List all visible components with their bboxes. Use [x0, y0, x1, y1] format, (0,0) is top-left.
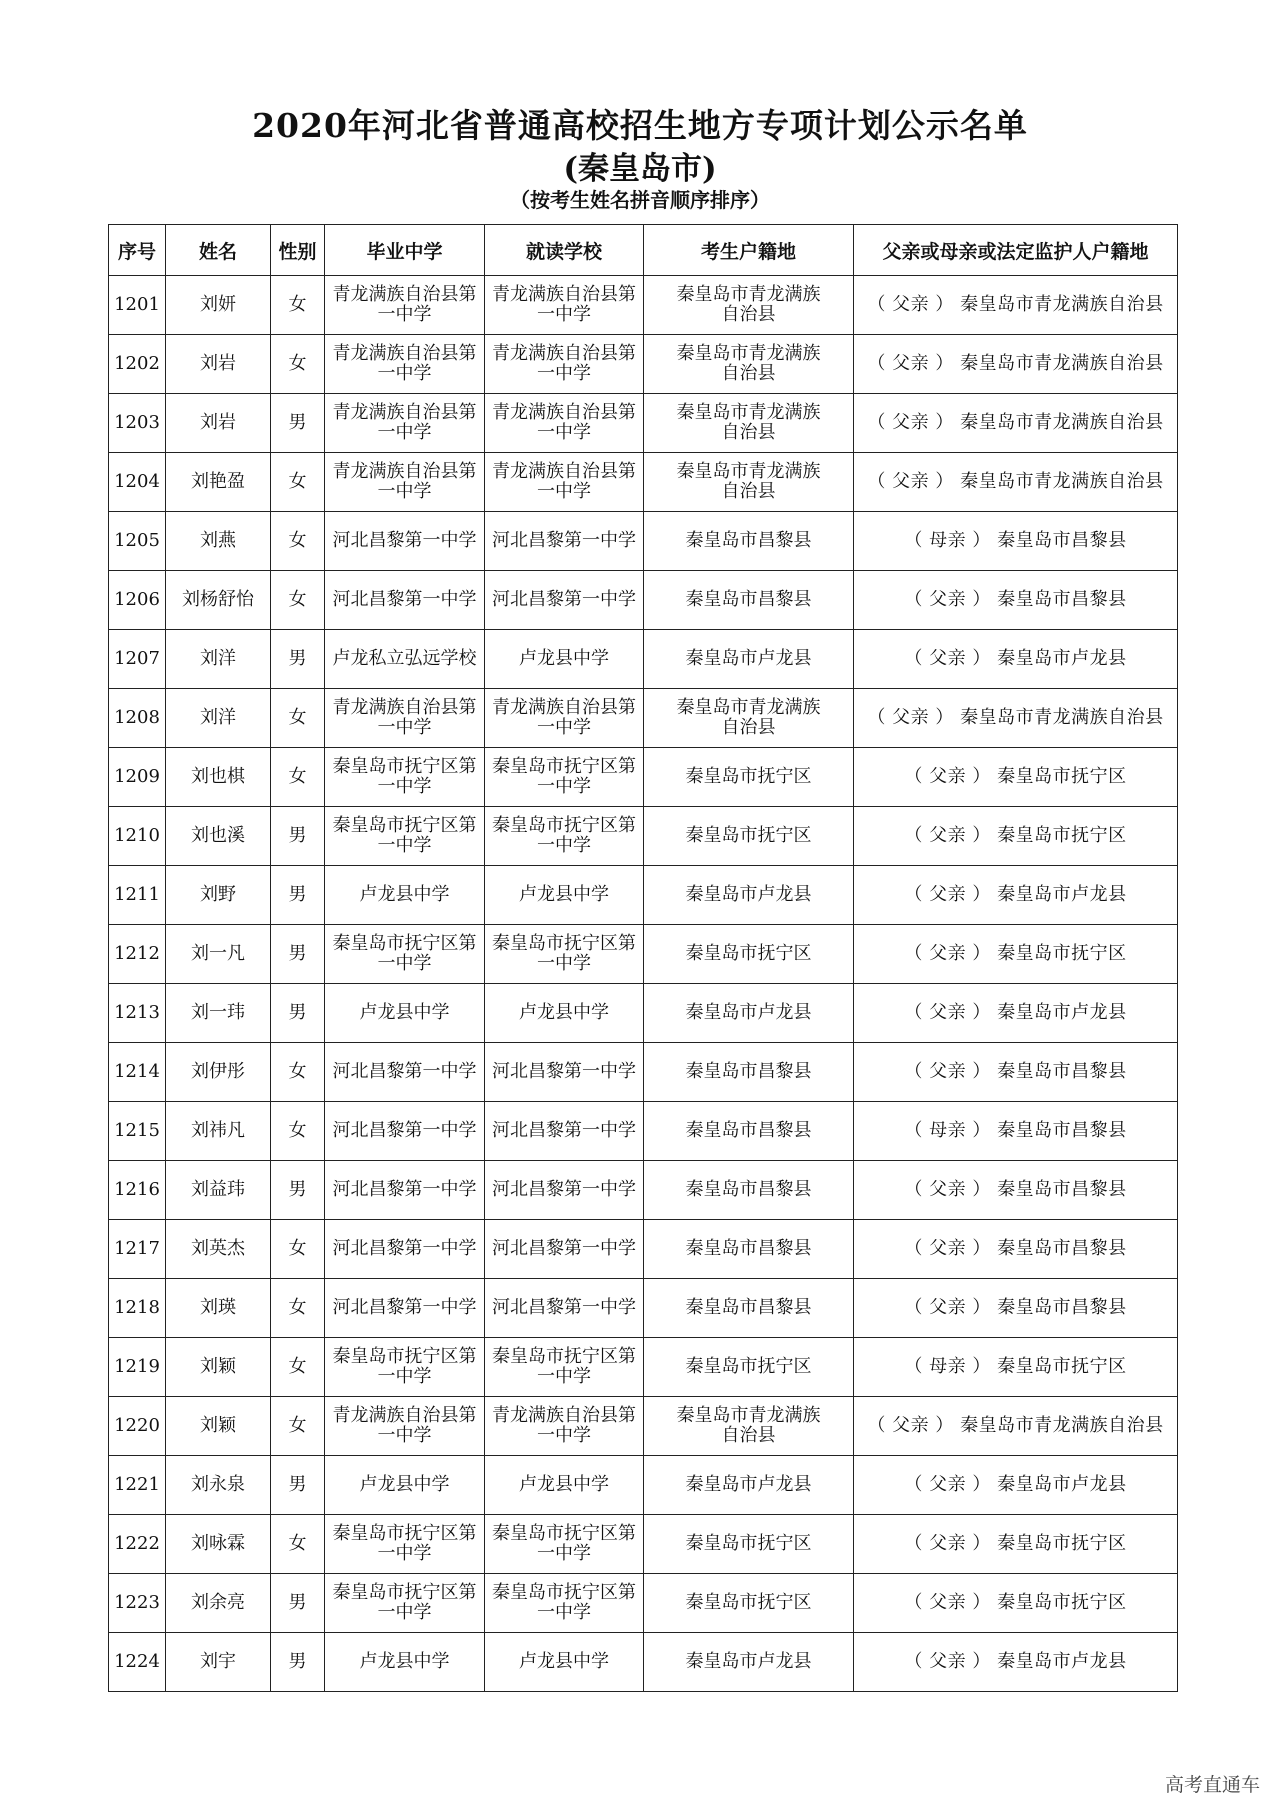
- table-row: [109, 1574, 1178, 1633]
- cell-gender: 女: [271, 1220, 325, 1279]
- cell-gender: 男: [271, 984, 325, 1043]
- cell-residence-text: 秦皇岛市卢龙县: [685, 884, 812, 905]
- cell-grad-school: [325, 335, 485, 394]
- cell-current-school: [485, 1633, 644, 1692]
- cell-grad-school-text: 青龙满族自治县第一中学: [332, 461, 477, 502]
- cell-residence-text: 秦皇岛市青龙满族自治县: [676, 284, 821, 325]
- cell-current-school-text: 青龙满族自治县第一中学: [492, 343, 636, 384]
- cell-residence-text: 秦皇岛市卢龙县: [685, 1002, 812, 1023]
- cell-grad-school-text: 河北昌黎第一中学: [332, 530, 477, 551]
- cell-grad-school-text: 秦皇岛市抚宁区第一中学: [332, 1346, 477, 1387]
- cell-residence-text: 秦皇岛市青龙满族自治县: [676, 402, 821, 443]
- cell-seq: 1208: [109, 689, 166, 748]
- cell-seq: 1209: [109, 748, 166, 807]
- cell-current-school: [485, 984, 644, 1043]
- cell-current-school-text: 卢龙县中学: [519, 884, 609, 905]
- cell-seq: 1219: [109, 1338, 166, 1397]
- cell-current-school: [485, 1279, 644, 1338]
- cell-residence: [644, 1043, 854, 1102]
- cell-residence: [644, 866, 854, 925]
- cell-residence-text: 秦皇岛市抚宁区: [685, 1592, 812, 1613]
- roster-table: [108, 224, 1178, 1692]
- cell-current-school: [485, 1515, 644, 1574]
- table-row: [109, 925, 1178, 984]
- cell-residence: [644, 748, 854, 807]
- cell-residence-text: 秦皇岛市抚宁区: [685, 1356, 812, 1377]
- cell-grad-school: [325, 748, 485, 807]
- cell-grad-school: [325, 1279, 485, 1338]
- cell-name: 刘洋: [166, 689, 271, 748]
- cell-grad-school: [325, 1633, 485, 1692]
- cell-guardian: （ 父亲 ） 秦皇岛市卢龙县: [854, 1456, 1178, 1515]
- cell-seq: 1213: [109, 984, 166, 1043]
- cell-grad-school: [325, 512, 485, 571]
- cell-gender: 女: [271, 689, 325, 748]
- cell-grad-school-text: 河北昌黎第一中学: [332, 589, 477, 610]
- cell-name: 刘一凡: [166, 925, 271, 984]
- cell-grad-school-text: 卢龙县中学: [359, 884, 450, 905]
- cell-residence-text: 秦皇岛市昌黎县: [685, 589, 812, 610]
- cell-grad-school: [325, 984, 485, 1043]
- cell-grad-school: [325, 394, 485, 453]
- cell-grad-school: [325, 630, 485, 689]
- cell-guardian: （ 父亲 ） 秦皇岛市卢龙县: [854, 984, 1178, 1043]
- cell-current-school: [485, 807, 644, 866]
- watermark: 高考直通车: [1164, 1774, 1260, 1796]
- cell-gender: 女: [271, 1338, 325, 1397]
- cell-gender: 男: [271, 1574, 325, 1633]
- cell-seq: 1220: [109, 1397, 166, 1456]
- table-row: [109, 276, 1178, 335]
- cell-gender: 女: [271, 276, 325, 335]
- cell-grad-school: [325, 276, 485, 335]
- cell-current-school-text: 青龙满族自治县第一中学: [492, 697, 636, 738]
- cell-grad-school: [325, 1220, 485, 1279]
- cell-name: 刘也溪: [166, 807, 271, 866]
- cell-residence: [644, 335, 854, 394]
- cell-residence: [644, 1279, 854, 1338]
- cell-residence: [644, 1102, 854, 1161]
- cell-grad-school: [325, 1456, 485, 1515]
- cell-guardian: （ 父亲 ） 秦皇岛市抚宁区: [854, 807, 1178, 866]
- cell-name: 刘瑛: [166, 1279, 271, 1338]
- cell-seq: 1202: [109, 335, 166, 394]
- cell-residence-text: 秦皇岛市青龙满族自治县: [676, 697, 821, 738]
- cell-grad-school: [325, 1574, 485, 1633]
- cell-current-school-text: 卢龙县中学: [519, 1474, 609, 1495]
- table-body: [109, 276, 1178, 1692]
- cell-grad-school: [325, 1338, 485, 1397]
- cell-seq: 1201: [109, 276, 166, 335]
- cell-residence-text: 秦皇岛市昌黎县: [685, 1120, 812, 1141]
- table-row: [109, 1515, 1178, 1574]
- table-row: [109, 1279, 1178, 1338]
- cell-guardian: （ 母亲 ） 秦皇岛市昌黎县: [854, 1102, 1178, 1161]
- cell-residence-text: 秦皇岛市卢龙县: [685, 648, 812, 669]
- column-header-residence: 考生户籍地: [644, 225, 854, 276]
- cell-grad-school: [325, 689, 485, 748]
- cell-current-school-text: 青龙满族自治县第一中学: [492, 402, 636, 443]
- cell-current-school: [485, 453, 644, 512]
- cell-grad-school-text: 河北昌黎第一中学: [332, 1120, 477, 1141]
- cell-gender: 女: [271, 1397, 325, 1456]
- table-row: [109, 630, 1178, 689]
- table-row: [109, 1456, 1178, 1515]
- cell-grad-school: [325, 925, 485, 984]
- cell-name: 刘颖: [166, 1338, 271, 1397]
- cell-residence-text: 秦皇岛市卢龙县: [685, 1651, 812, 1672]
- cell-grad-school-text: 秦皇岛市抚宁区第一中学: [332, 933, 477, 974]
- cell-current-school-text: 河北昌黎第一中学: [492, 1238, 636, 1259]
- cell-residence: [644, 630, 854, 689]
- cell-residence-text: 秦皇岛市青龙满族自治县: [676, 1405, 821, 1446]
- cell-gender: 女: [271, 453, 325, 512]
- cell-grad-school-text: 秦皇岛市抚宁区第一中学: [332, 1582, 477, 1623]
- cell-gender: 男: [271, 807, 325, 866]
- cell-residence-text: 秦皇岛市抚宁区: [685, 825, 812, 846]
- cell-guardian: （ 父亲 ） 秦皇岛市青龙满族自治县: [854, 1397, 1178, 1456]
- cell-current-school-text: 秦皇岛市抚宁区第一中学: [492, 1523, 636, 1564]
- cell-residence: [644, 1397, 854, 1456]
- cell-current-school: [485, 1220, 644, 1279]
- cell-residence: [644, 1161, 854, 1220]
- column-header-gender: 性别: [271, 225, 325, 276]
- cell-residence: [644, 394, 854, 453]
- cell-seq: 1216: [109, 1161, 166, 1220]
- cell-gender: 男: [271, 630, 325, 689]
- cell-seq: 1205: [109, 512, 166, 571]
- column-header-current-school: 就读学校: [485, 225, 644, 276]
- cell-grad-school: [325, 866, 485, 925]
- cell-grad-school-text: 秦皇岛市抚宁区第一中学: [332, 756, 477, 797]
- cell-current-school: [485, 512, 644, 571]
- column-header-grad-school: 毕业中学: [325, 225, 485, 276]
- cell-current-school: [485, 1043, 644, 1102]
- cell-current-school: [485, 748, 644, 807]
- cell-guardian: （ 母亲 ） 秦皇岛市昌黎县: [854, 512, 1178, 571]
- cell-seq: 1222: [109, 1515, 166, 1574]
- cell-seq: 1214: [109, 1043, 166, 1102]
- cell-guardian: （ 父亲 ） 秦皇岛市抚宁区: [854, 748, 1178, 807]
- cell-residence: [644, 807, 854, 866]
- cell-residence-text: 秦皇岛市昌黎县: [685, 1179, 812, 1200]
- cell-gender: 女: [271, 512, 325, 571]
- cell-guardian: （ 父亲 ） 秦皇岛市昌黎县: [854, 1161, 1178, 1220]
- cell-current-school-text: 青龙满族自治县第一中学: [492, 284, 636, 325]
- cell-residence: [644, 689, 854, 748]
- cell-name: 刘益玮: [166, 1161, 271, 1220]
- cell-gender: 男: [271, 1161, 325, 1220]
- cell-guardian: （ 父亲 ） 秦皇岛市昌黎县: [854, 571, 1178, 630]
- cell-seq: 1211: [109, 866, 166, 925]
- table-row: [109, 689, 1178, 748]
- sort-note: （按考生姓名拼音顺序排序）: [510, 188, 770, 212]
- cell-guardian: （ 父亲 ） 秦皇岛市青龙满族自治县: [854, 394, 1178, 453]
- cell-grad-school: [325, 1102, 485, 1161]
- cell-seq: 1217: [109, 1220, 166, 1279]
- cell-current-school-text: 青龙满族自治县第一中学: [492, 461, 636, 502]
- cell-grad-school-text: 青龙满族自治县第一中学: [332, 1405, 477, 1446]
- cell-guardian: （ 父亲 ） 秦皇岛市抚宁区: [854, 1515, 1178, 1574]
- cell-gender: 男: [271, 925, 325, 984]
- cell-residence: [644, 1515, 854, 1574]
- cell-residence: [644, 1456, 854, 1515]
- cell-grad-school-text: 河北昌黎第一中学: [332, 1061, 477, 1082]
- cell-guardian: （ 父亲 ） 秦皇岛市卢龙县: [854, 630, 1178, 689]
- cell-gender: 女: [271, 1279, 325, 1338]
- cell-name: 刘咏霖: [166, 1515, 271, 1574]
- cell-gender: 男: [271, 866, 325, 925]
- cell-name: 刘也棋: [166, 748, 271, 807]
- cell-grad-school-text: 卢龙私立弘远学校: [332, 648, 477, 669]
- cell-gender: 女: [271, 1102, 325, 1161]
- cell-current-school: [485, 866, 644, 925]
- cell-guardian: （ 父亲 ） 秦皇岛市青龙满族自治县: [854, 453, 1178, 512]
- cell-current-school-text: 秦皇岛市抚宁区第一中学: [492, 1582, 636, 1623]
- cell-gender: 男: [271, 394, 325, 453]
- cell-current-school-text: 青龙满族自治县第一中学: [492, 1405, 636, 1446]
- cell-grad-school-text: 青龙满族自治县第一中学: [332, 697, 477, 738]
- cell-seq: 1215: [109, 1102, 166, 1161]
- cell-name: 刘洋: [166, 630, 271, 689]
- cell-residence: [644, 571, 854, 630]
- cell-current-school: [485, 689, 644, 748]
- cell-residence-text: 秦皇岛市卢龙县: [685, 1474, 812, 1495]
- cell-name: 刘野: [166, 866, 271, 925]
- cell-current-school-text: 河北昌黎第一中学: [492, 1120, 636, 1141]
- cell-current-school: [485, 1102, 644, 1161]
- cell-grad-school-text: 河北昌黎第一中学: [332, 1238, 477, 1259]
- cell-residence: [644, 453, 854, 512]
- cell-name: 刘英杰: [166, 1220, 271, 1279]
- cell-current-school: [485, 335, 644, 394]
- cell-current-school-text: 秦皇岛市抚宁区第一中学: [492, 815, 636, 856]
- cell-current-school: [485, 925, 644, 984]
- cell-grad-school: [325, 571, 485, 630]
- cell-seq: 1223: [109, 1574, 166, 1633]
- cell-current-school: [485, 276, 644, 335]
- cell-guardian: （ 父亲 ） 秦皇岛市青龙满族自治县: [854, 335, 1178, 394]
- table-row: [109, 1338, 1178, 1397]
- cell-grad-school: [325, 807, 485, 866]
- table-row: [109, 984, 1178, 1043]
- cell-name: 刘永泉: [166, 1456, 271, 1515]
- cell-guardian: （ 父亲 ） 秦皇岛市昌黎县: [854, 1043, 1178, 1102]
- cell-current-school-text: 卢龙县中学: [519, 648, 609, 669]
- cell-residence-text: 秦皇岛市青龙满族自治县: [676, 461, 821, 502]
- cell-grad-school: [325, 1515, 485, 1574]
- cell-grad-school-text: 卢龙县中学: [359, 1474, 450, 1495]
- table-row: [109, 1633, 1178, 1692]
- table-row: [109, 1397, 1178, 1456]
- cell-name: 刘艳盈: [166, 453, 271, 512]
- cell-grad-school-text: 卢龙县中学: [359, 1651, 450, 1672]
- table-row: [109, 1043, 1178, 1102]
- cell-guardian: （ 父亲 ） 秦皇岛市昌黎县: [854, 1279, 1178, 1338]
- cell-seq: 1207: [109, 630, 166, 689]
- cell-current-school-text: 秦皇岛市抚宁区第一中学: [492, 756, 636, 797]
- cell-gender: 女: [271, 1515, 325, 1574]
- table-row: [109, 453, 1178, 512]
- cell-residence-text: 秦皇岛市抚宁区: [685, 1533, 812, 1554]
- cell-current-school-text: 河北昌黎第一中学: [492, 1297, 636, 1318]
- page-subtitle: (秦皇岛市): [563, 151, 717, 187]
- cell-current-school-text: 卢龙县中学: [519, 1002, 609, 1023]
- cell-guardian: （ 父亲 ） 秦皇岛市卢龙县: [854, 1633, 1178, 1692]
- cell-grad-school: [325, 453, 485, 512]
- cell-grad-school: [325, 1043, 485, 1102]
- cell-guardian: （ 父亲 ） 秦皇岛市抚宁区: [854, 925, 1178, 984]
- table-row: [109, 571, 1178, 630]
- table-row: [109, 335, 1178, 394]
- cell-residence-text: 秦皇岛市昌黎县: [685, 1238, 812, 1259]
- cell-seq: 1203: [109, 394, 166, 453]
- cell-current-school: [485, 394, 644, 453]
- cell-residence: [644, 1220, 854, 1279]
- cell-seq: 1204: [109, 453, 166, 512]
- table-row: [109, 1161, 1178, 1220]
- cell-seq: 1206: [109, 571, 166, 630]
- table-row: [109, 512, 1178, 571]
- table-row: [109, 394, 1178, 453]
- cell-current-school: [485, 571, 644, 630]
- cell-name: 刘杨舒怡: [166, 571, 271, 630]
- cell-seq: 1212: [109, 925, 166, 984]
- cell-gender: 女: [271, 571, 325, 630]
- cell-gender: 女: [271, 1043, 325, 1102]
- cell-residence: [644, 1574, 854, 1633]
- cell-residence: [644, 925, 854, 984]
- cell-name: 刘一玮: [166, 984, 271, 1043]
- column-header-name: 姓名: [166, 225, 271, 276]
- cell-name: 刘颖: [166, 1397, 271, 1456]
- cell-residence-text: 秦皇岛市青龙满族自治县: [676, 343, 821, 384]
- cell-current-school: [485, 1456, 644, 1515]
- table-row: [109, 866, 1178, 925]
- cell-guardian: （ 父亲 ） 秦皇岛市青龙满族自治县: [854, 276, 1178, 335]
- cell-name: 刘祎凡: [166, 1102, 271, 1161]
- column-header-seq: 序号: [109, 225, 166, 276]
- cell-seq: 1224: [109, 1633, 166, 1692]
- table-header-row: [109, 225, 1178, 276]
- cell-current-school-text: 河北昌黎第一中学: [492, 589, 636, 610]
- cell-seq: 1221: [109, 1456, 166, 1515]
- cell-name: 刘宇: [166, 1633, 271, 1692]
- cell-grad-school: [325, 1397, 485, 1456]
- table-row: [109, 1102, 1178, 1161]
- cell-residence: [644, 512, 854, 571]
- cell-name: 刘余亮: [166, 1574, 271, 1633]
- cell-current-school-text: 河北昌黎第一中学: [492, 1179, 636, 1200]
- column-header-guardian-residence: 父亲或母亲或法定监护人户籍地: [854, 225, 1178, 276]
- cell-grad-school-text: 秦皇岛市抚宁区第一中学: [332, 815, 477, 856]
- cell-name: 刘燕: [166, 512, 271, 571]
- cell-gender: 男: [271, 1633, 325, 1692]
- cell-grad-school-text: 青龙满族自治县第一中学: [332, 343, 477, 384]
- cell-current-school: [485, 1161, 644, 1220]
- cell-guardian: （ 父亲 ） 秦皇岛市青龙满族自治县: [854, 689, 1178, 748]
- cell-name: 刘伊彤: [166, 1043, 271, 1102]
- cell-current-school-text: 秦皇岛市抚宁区第一中学: [492, 1346, 636, 1387]
- cell-grad-school-text: 秦皇岛市抚宁区第一中学: [332, 1523, 477, 1564]
- cell-current-school: [485, 1574, 644, 1633]
- cell-grad-school: [325, 1161, 485, 1220]
- cell-guardian: （ 父亲 ） 秦皇岛市抚宁区: [854, 1574, 1178, 1633]
- cell-name: 刘岩: [166, 394, 271, 453]
- cell-current-school-text: 秦皇岛市抚宁区第一中学: [492, 933, 636, 974]
- cell-grad-school-text: 卢龙县中学: [359, 1002, 450, 1023]
- cell-grad-school-text: 青龙满族自治县第一中学: [332, 284, 477, 325]
- cell-residence: [644, 984, 854, 1043]
- cell-grad-school-text: 河北昌黎第一中学: [332, 1179, 477, 1200]
- cell-current-school: [485, 1397, 644, 1456]
- cell-gender: 女: [271, 748, 325, 807]
- cell-grad-school-text: 河北昌黎第一中学: [332, 1297, 477, 1318]
- cell-grad-school-text: 青龙满族自治县第一中学: [332, 402, 477, 443]
- cell-residence: [644, 1633, 854, 1692]
- cell-current-school-text: 卢龙县中学: [519, 1651, 609, 1672]
- cell-guardian: （ 父亲 ） 秦皇岛市昌黎县: [854, 1220, 1178, 1279]
- table-row: [109, 748, 1178, 807]
- cell-gender: 男: [271, 1456, 325, 1515]
- cell-residence-text: 秦皇岛市抚宁区: [685, 943, 812, 964]
- cell-gender: 女: [271, 335, 325, 394]
- page-title: 2020年河北省普通高校招生地方专项计划公示名单: [252, 106, 1028, 145]
- cell-residence-text: 秦皇岛市抚宁区: [685, 766, 812, 787]
- cell-current-school-text: 河北昌黎第一中学: [492, 530, 636, 551]
- cell-current-school-text: 河北昌黎第一中学: [492, 1061, 636, 1082]
- cell-residence: [644, 276, 854, 335]
- cell-seq: 1218: [109, 1279, 166, 1338]
- cell-guardian: （ 父亲 ） 秦皇岛市卢龙县: [854, 866, 1178, 925]
- cell-residence-text: 秦皇岛市昌黎县: [685, 1297, 812, 1318]
- cell-seq: 1210: [109, 807, 166, 866]
- table-row: [109, 1220, 1178, 1279]
- cell-residence-text: 秦皇岛市昌黎县: [685, 1061, 812, 1082]
- cell-name: 刘妍: [166, 276, 271, 335]
- cell-current-school: [485, 1338, 644, 1397]
- cell-name: 刘岩: [166, 335, 271, 394]
- cell-residence-text: 秦皇岛市昌黎县: [685, 530, 812, 551]
- table-row: [109, 807, 1178, 866]
- cell-residence: [644, 1338, 854, 1397]
- cell-guardian: （ 母亲 ） 秦皇岛市抚宁区: [854, 1338, 1178, 1397]
- cell-current-school: [485, 630, 644, 689]
